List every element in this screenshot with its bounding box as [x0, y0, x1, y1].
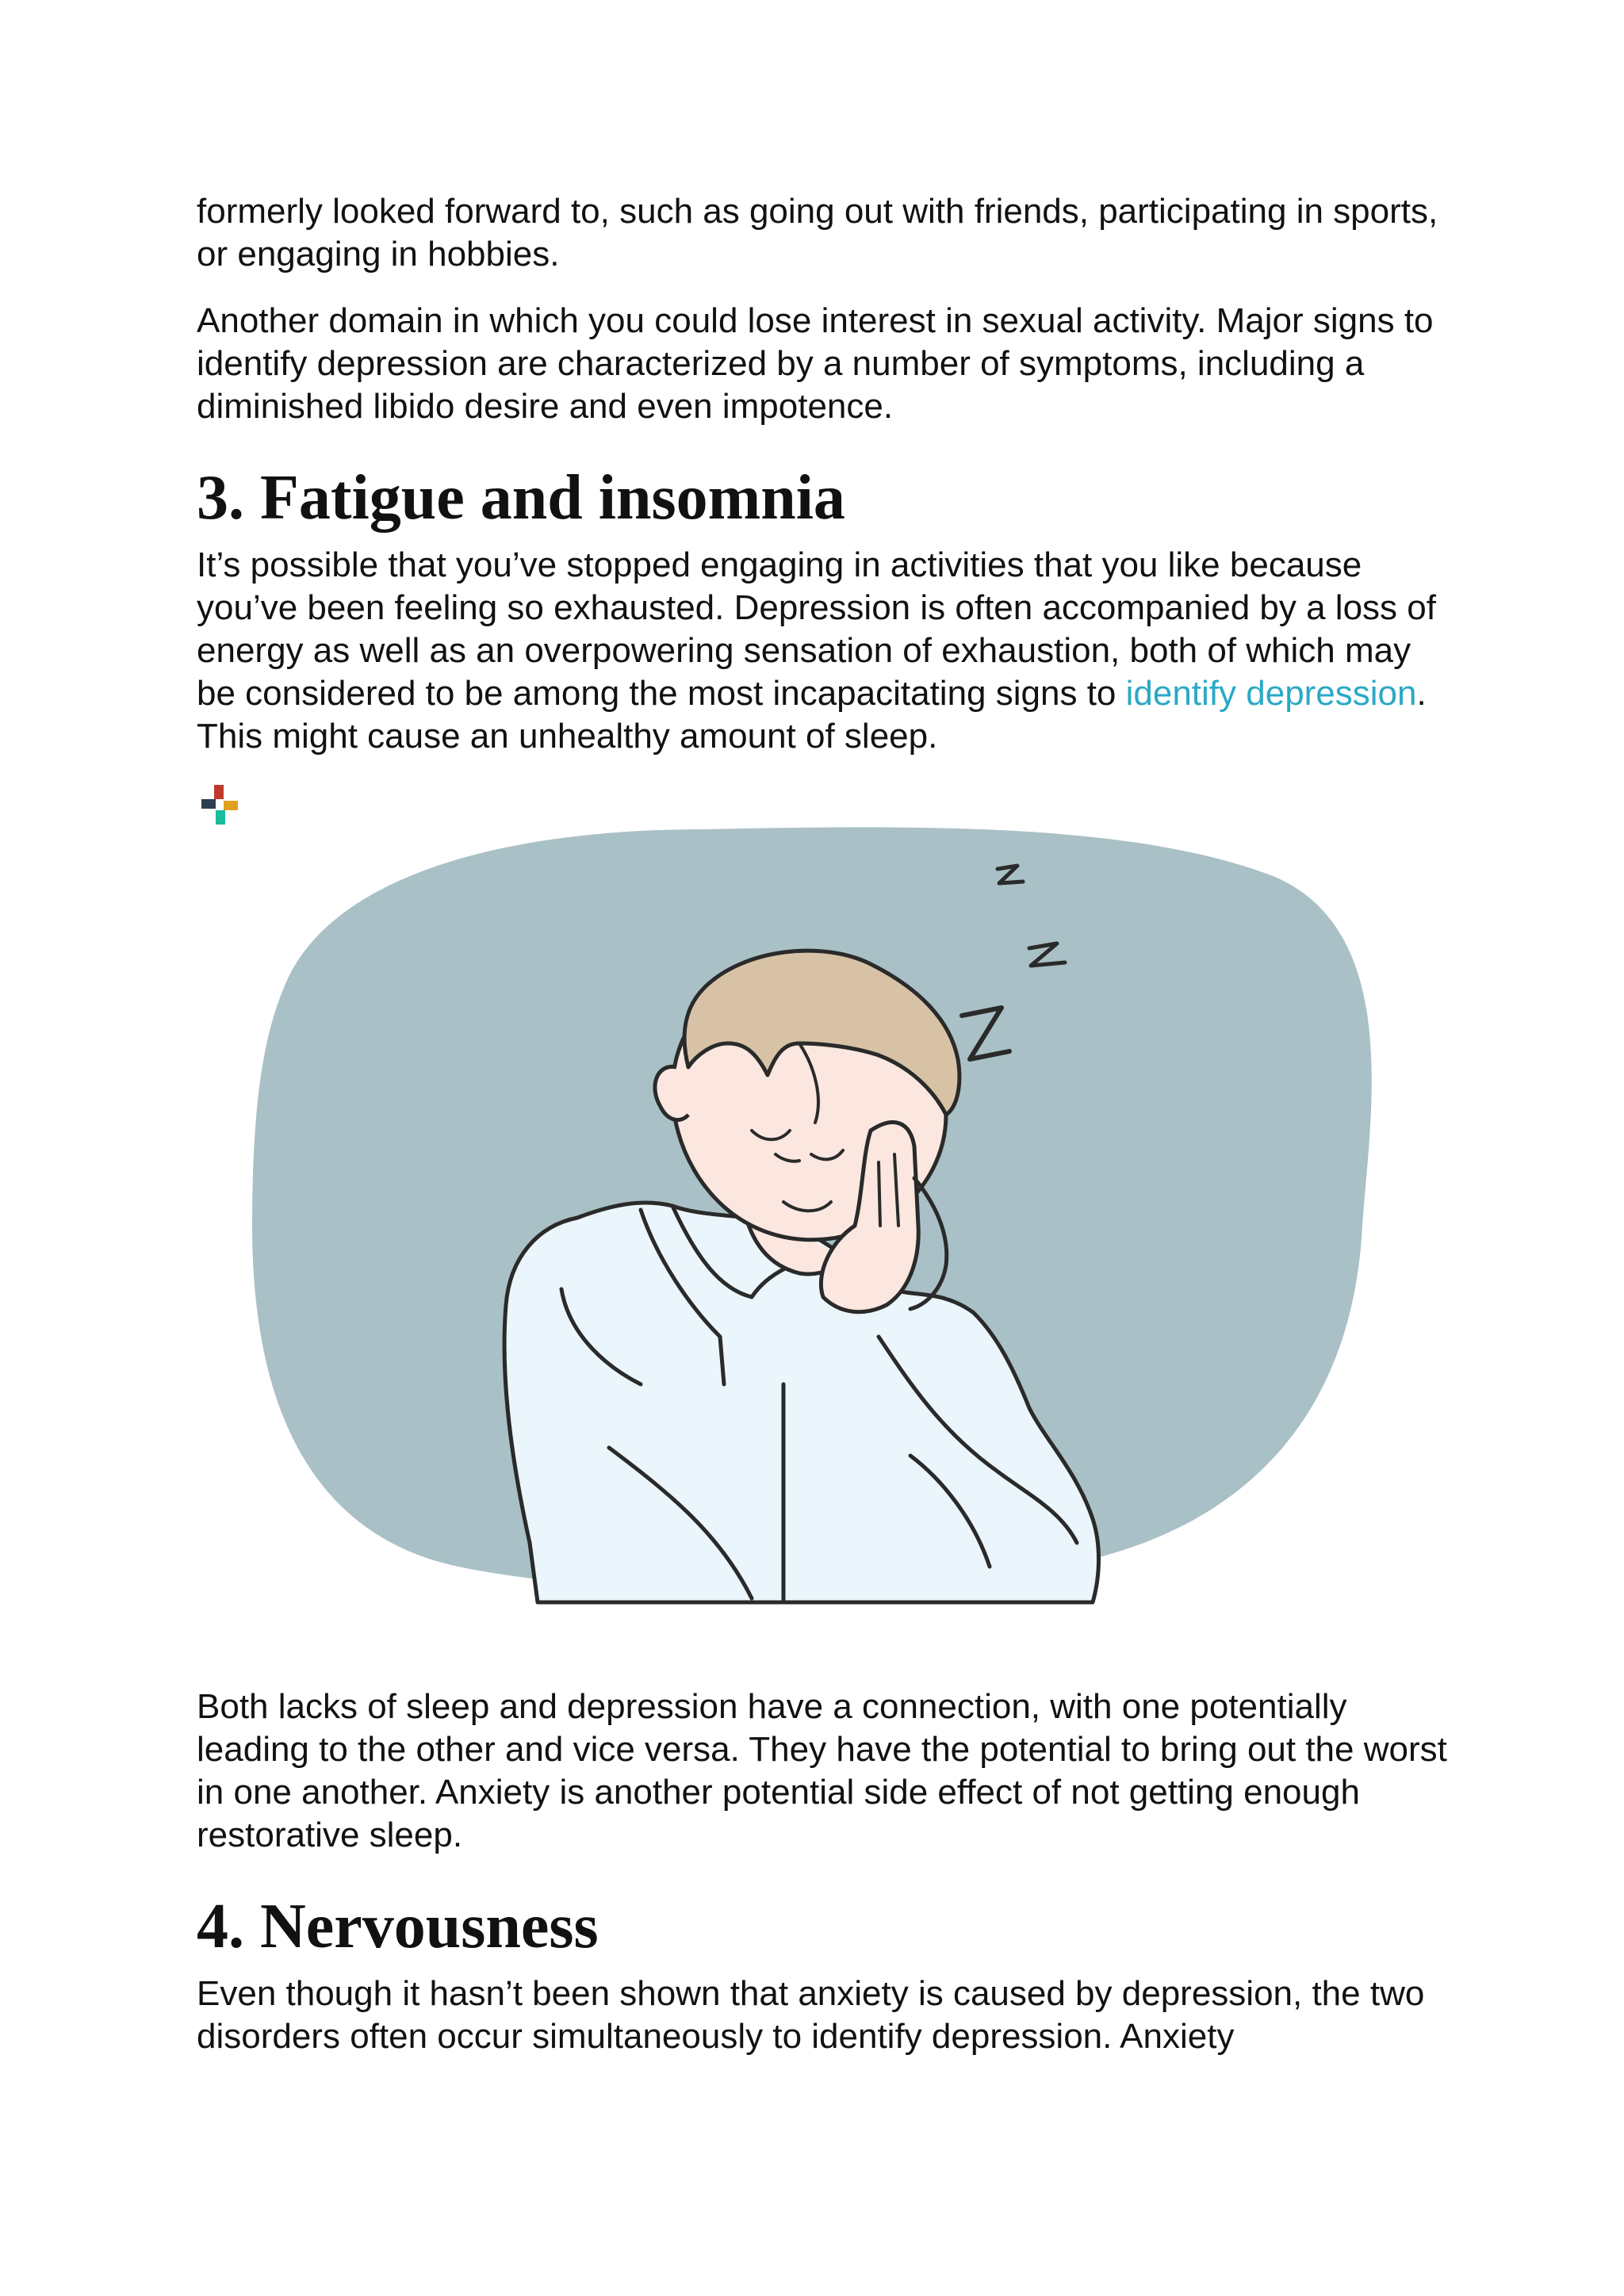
paragraph-anxiety: Even though it hasn’t been shown that anxiety is caused by depression, the two disorders often occur simultaneously to identify depression. Anxiety: [197, 1974, 1425, 2056]
paragraph-exhaustion-tail: . This might cause an unhealthy amount of sleep.: [197, 674, 1427, 756]
identify-depression-link[interactable]: identify depression: [1125, 674, 1417, 713]
paragraph-exhaustion: [197, 544, 1450, 758]
paragraph-exhaustion-text: It’s possible that you’ve stopped engaging in activities that you like because you’ve been feeling so exhausted. Depression is often accompanied by a loss of energy as well as an overpowering sensation of exhaustion, both of which may be considered to be among the most incapacitating signs to: [197, 545, 1436, 713]
paragraph-sleep-connection: Both lacks of sleep and depression have a connection, with one potentially leading to the other and vice versa. They have the potential to bring out the worst in one another. Anxiety is another potential side effect of not getting enough restorative sleep.: [197, 1687, 1447, 1854]
heading-fatigue-insomnia: 3. Fatigue and insomnia: [197, 463, 845, 533]
heading-nervousness: 4. Nervousness: [197, 1892, 599, 1961]
sleeping-person-illustration: [197, 782, 1450, 1646]
sleeping-person-figure: [197, 782, 1450, 1646]
brand-logo-icon: [197, 782, 244, 829]
paragraph-sexual-activity: Another domain in which you could lose interest in sexual activity. Major signs to identify depression are characterized by a number of symptoms, including a diminished libido desire and even impotence.: [197, 301, 1434, 426]
article-content: [197, 190, 1450, 2082]
paragraph-hobbies: formerly looked forward to, such as going out with friends, participating in sports, or engaging in hobbies.: [197, 192, 1438, 274]
